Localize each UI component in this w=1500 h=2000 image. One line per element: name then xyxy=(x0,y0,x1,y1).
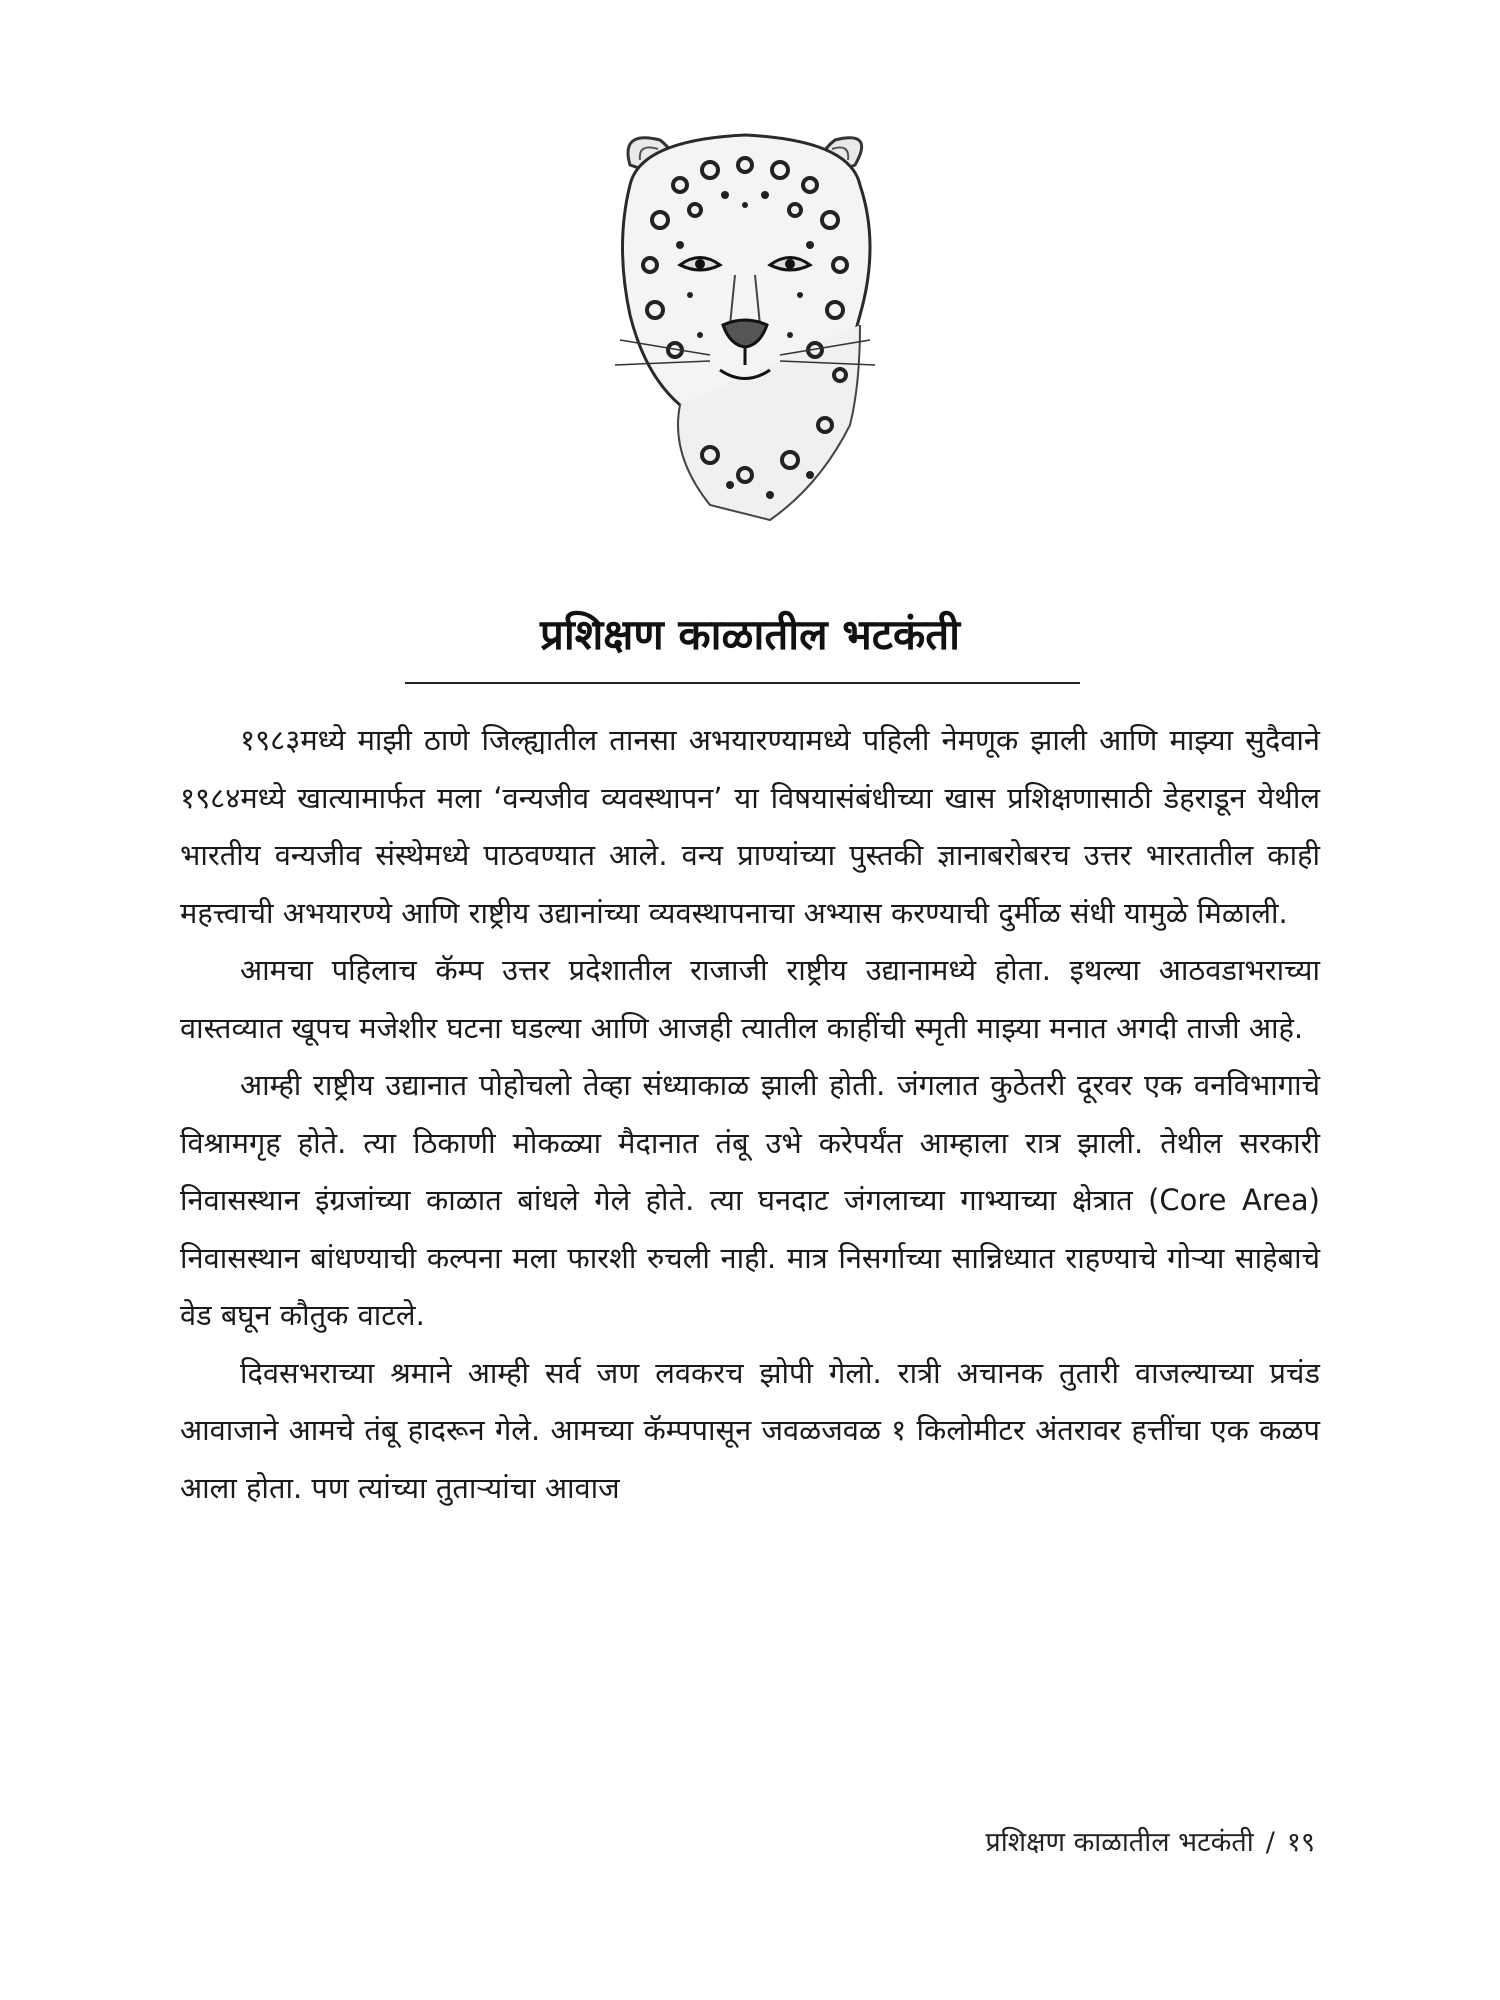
title-underline xyxy=(405,682,1080,684)
paragraph: १९८३मध्ये माझी ठाणे जिल्ह्यातील तानसा अभयारण्यामध्ये पहिली नेमणूक झाली आणि माझ्या सुदैवाने १९८४मध्ये खात्यामार्फत मला ‘वन्यजीव व्यवस्थापन’ या विषयासंबंधीच्या खास प्रशिक्षणासाठी डेहराडून येथील भारतीय वन्यजीव संस्थेमध्ये पाठवण्यात आले. वन्य प्राण्यांच्या पुस्तकी ज्ञानाबरोबरच उत्तर भारतातील काही महत्त्वाची अभयारण्ये आणि राष्ट्रीय उद्यानांच्या व्यवस्थापनाचा अभ्यास करण्याची दुर्मीळ संधी यामुळे मिळाली. xyxy=(180,723,1320,930)
running-footer xyxy=(985,1822,1315,1859)
footer-separator: / xyxy=(1265,1827,1275,1858)
leopard-head-icon xyxy=(560,125,940,525)
paragraph: आमचा पहिलाच कॅम्प उत्तर प्रदेशातील राजाजी राष्ट्रीय उद्यानामध्ये होता. इथल्या आठवडाभराच्या वास्तव्यात खूपच मजेशीर घटना घडल्या आणि आजही त्यातील काहींची स्मृती माझ्या मनात अगदी ताजी आहे. xyxy=(180,953,1320,1045)
chapter-title: प्रशिक्षण काळातील भटकंती xyxy=(539,610,961,659)
running-title: प्रशिक्षण काळातील भटकंती xyxy=(985,1827,1254,1858)
body-text xyxy=(180,712,1320,1517)
paragraph: दिवसभराच्या श्रमाने आम्ही सर्व जण लवकरच झोपी गेलो. रात्री अचानक तुतारी वाजल्याच्या प्रचंड आवाजाने आमचे तंबू हादरून गेले. आमच्या कॅम्पपासून जवळजवळ १ किलोमीटर अंतरावर हत्तींचा एक कळप आला होता. पण त्यांच्या तुताऱ्यांचा आवाज xyxy=(180,1355,1320,1505)
paragraph: आम्ही राष्ट्रीय उद्यानात पोहोचलो तेव्हा संध्याकाळ झाली होती. जंगलात कुठेतरी दूरवर एक वनविभागाचे विश्रामगृह होते. त्या ठिकाणी मोकळ्या मैदानात तंबू उभे करेपर्यंत आम्हाला रात्र झाली. तेथील सरकारी निवासस्थान इंग्रजांच्या काळात बांधले गेले होते. त्या घनदाट जंगलाच्या गाभ्याच्या क्षेत्रात (Core Area) निवासस्थान बांधण्याची कल्पना मला फारशी रुचली नाही. मात्र निसर्गाच्या सान्निध्यात राहण्याचे गोऱ्या साहेबाचे वेड बघून कौतुक वाटले. xyxy=(180,1068,1320,1332)
page-number: १९ xyxy=(1286,1827,1315,1858)
leopard-illustration xyxy=(560,125,940,525)
